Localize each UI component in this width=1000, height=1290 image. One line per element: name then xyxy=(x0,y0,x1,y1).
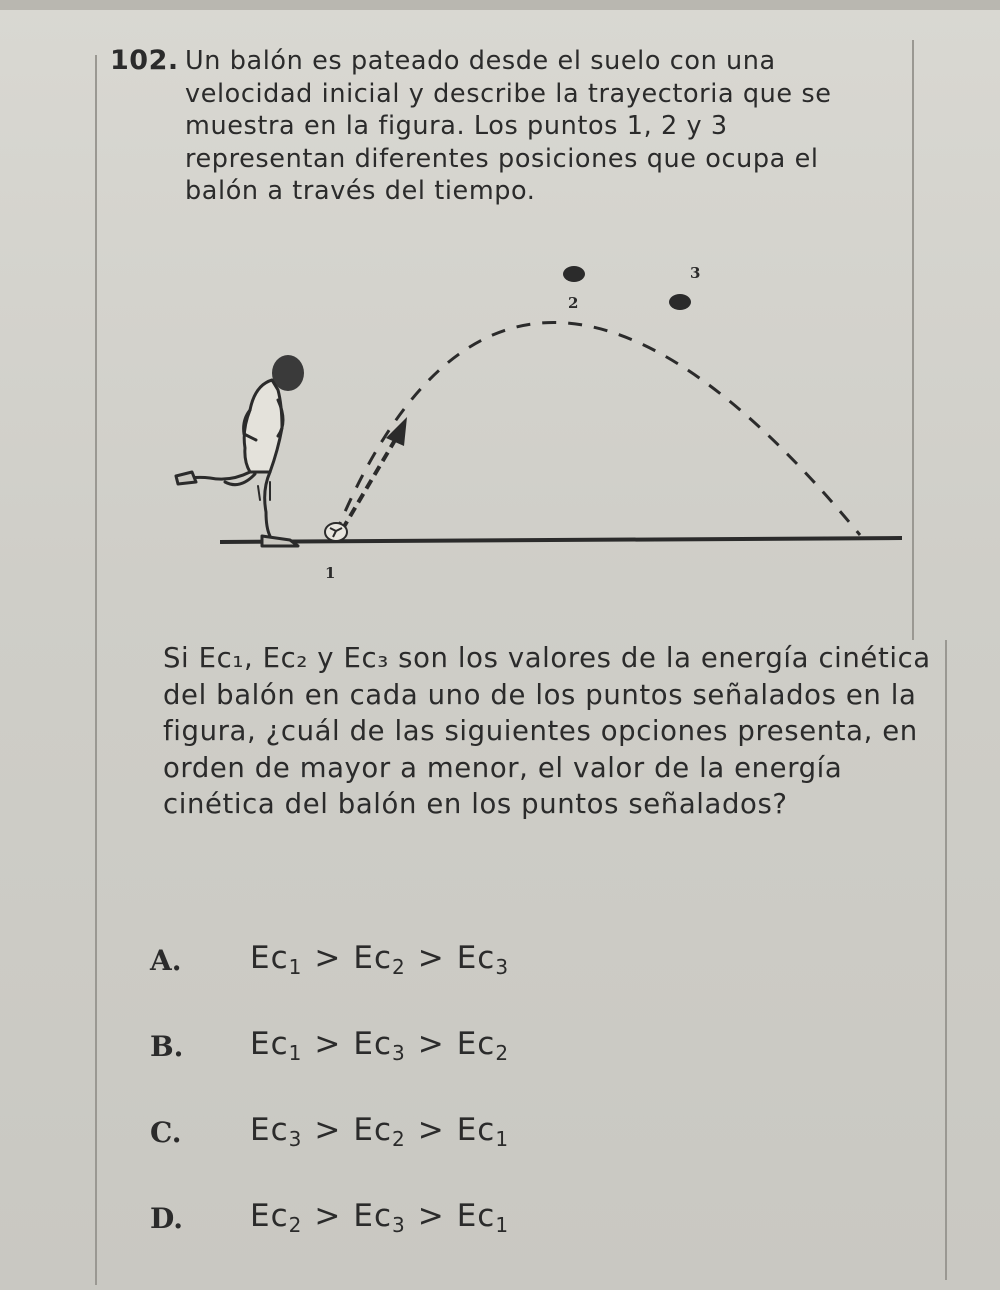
ball-point-3 xyxy=(669,294,691,310)
option-expression: Ec3 > Ec2 > Ec1 xyxy=(250,1112,510,1151)
question-intro-text: Un balón es pateado desde el suelo con una velocidad inicial y describe la trayectoria que se muestra en la figura. Los puntos 1, 2 y 3 representan diferentes posiciones que ocupa el balón a través del tiempo. xyxy=(185,46,832,206)
option-d[interactable] xyxy=(150,1198,750,1246)
option-expression: Ec2 > Ec3 > Ec1 xyxy=(250,1198,510,1237)
option-a[interactable] xyxy=(150,940,750,988)
option-letter: D. xyxy=(150,1202,184,1235)
page-top-shadow xyxy=(0,0,1000,10)
right-margin-line xyxy=(912,40,914,640)
trajectory-illustration xyxy=(170,250,910,600)
left-margin-line xyxy=(95,55,97,1285)
option-expression: Ec1 > Ec3 > Ec2 xyxy=(250,1026,510,1065)
option-letter: B. xyxy=(150,1030,184,1063)
velocity-arrow-shaft xyxy=(342,435,398,530)
question-body-text: Si Ec₁, Ec₂ y Ec₃ son los valores de la energía cinética del balón en cada uno de los puntos señalados en la figura, ¿cuál de las siguientes opciones presenta, en orden de mayor a menor, el valor de la energía cinética del balón en los puntos señalados? xyxy=(163,642,931,820)
question-number: 102. xyxy=(110,45,179,76)
label-point-1: 1 xyxy=(325,564,336,582)
option-c[interactable] xyxy=(150,1112,750,1160)
option-letter: A. xyxy=(150,944,182,977)
label-point-2: 2 xyxy=(568,294,579,312)
trajectory-figure xyxy=(170,250,910,600)
option-expression: Ec1 > Ec2 > Ec3 xyxy=(250,940,510,979)
ground-line xyxy=(220,538,902,542)
right-margin-line-lower xyxy=(945,640,947,1280)
option-b[interactable] xyxy=(150,1026,750,1074)
label-point-3: 3 xyxy=(690,264,701,282)
option-letter: C. xyxy=(150,1116,182,1149)
kicker-figure xyxy=(176,355,304,546)
ball-trajectory xyxy=(335,323,860,536)
ball-point-2 xyxy=(563,266,585,282)
